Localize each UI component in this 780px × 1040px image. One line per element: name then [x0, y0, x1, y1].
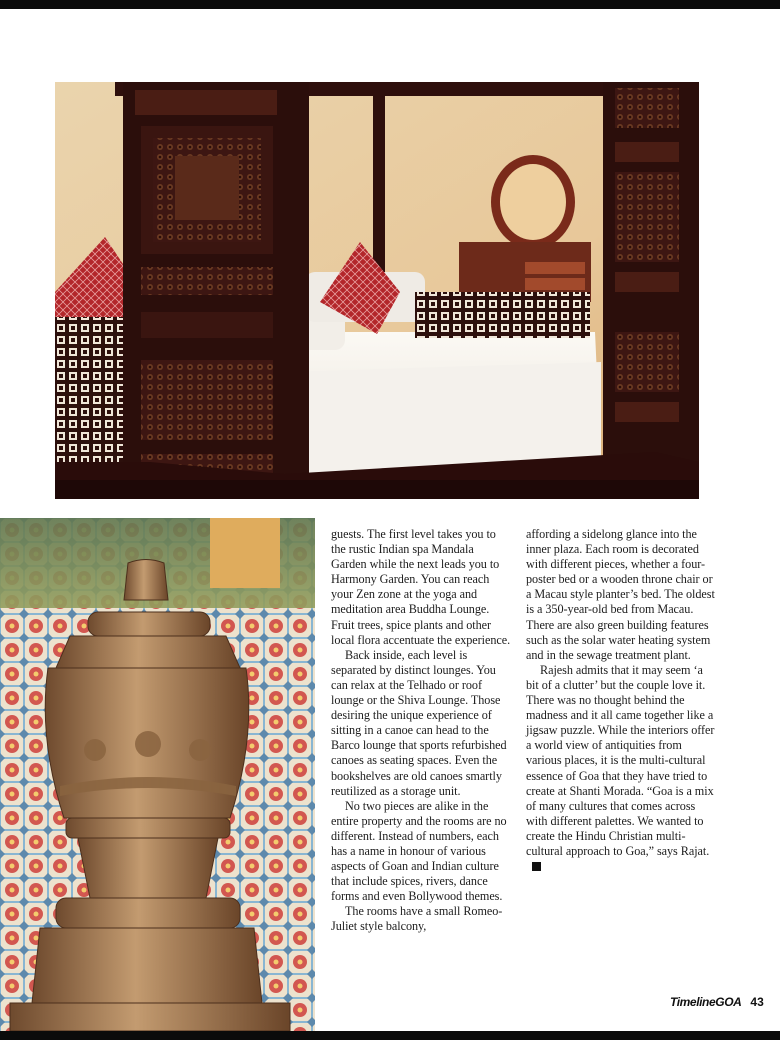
bottom-border — [0, 1031, 780, 1040]
article-column-1 — [331, 527, 511, 935]
page-footer — [670, 993, 764, 1011]
paragraph: No two pieces are alike in the entire property and the rooms are no different. Instead of numbers, each has a name in honour of various aspects of Goan and Indian culture that include spices, rivers, dance forms and even Bollywood themes. — [331, 798, 507, 904]
paragraph: guests. The first level takes you to the rustic Indian spa Mandala Garden while the next leads you to Harmony Garden. You can reach your Zen zone at the yoga and meditation area Buddha Lounge. Fruit trees, spice plants and other local flora accentuate the experience. — [331, 527, 511, 647]
paragraph: affording a sidelong glance into the inner plaza. Each room is decorated with different pieces, whether a four-poster bed or a wooden throne chair or a Macau style planter’s bed. The oldest is a 350-year-old bed from Macau. There are also green building features such as the solar water heating system and in the sewage treatment plant. — [526, 527, 715, 662]
page-number: 43 — [750, 995, 764, 1009]
article-column-2 — [526, 527, 716, 874]
paragraph — [526, 663, 716, 874]
paragraph: The rooms have a small Romeo-Juliet style balcony, — [331, 904, 503, 934]
top-border — [0, 0, 780, 9]
paragraph-text: Rajesh admits that it may seem ‘a bit of a clutter’ but the couple love it. There was no thought behind the madness and it all came together like a jigsaw puzzle. While the interiors offer a world view of antiquities from various places, it is the multi-cultural essence of Goa that they have tried to create at Shanti Morada. “Goa is a mix of many cultures that comes across with different palettes. We wanted to create the Hindu Christian multi-cultural approach to Goa,” says Rajat. — [526, 662, 715, 858]
magazine-logo: TimelineGOA — [670, 995, 742, 1009]
paragraph: Back inside, each level is separated by distinct lounges. You can relax at the Telhado or roof lounge or the Shiva Lounge. Those desiring the unique experience of sitting in a canoe can head to the Barco lounge that sports refurbished canoes as seating spaces. Even the bookshelves are old canoes smartly reutilized as a storage unit. — [331, 647, 507, 798]
end-of-article-mark — [532, 862, 541, 871]
photo-stone-finial — [0, 518, 315, 1031]
photo-antique-bed — [55, 82, 699, 499]
